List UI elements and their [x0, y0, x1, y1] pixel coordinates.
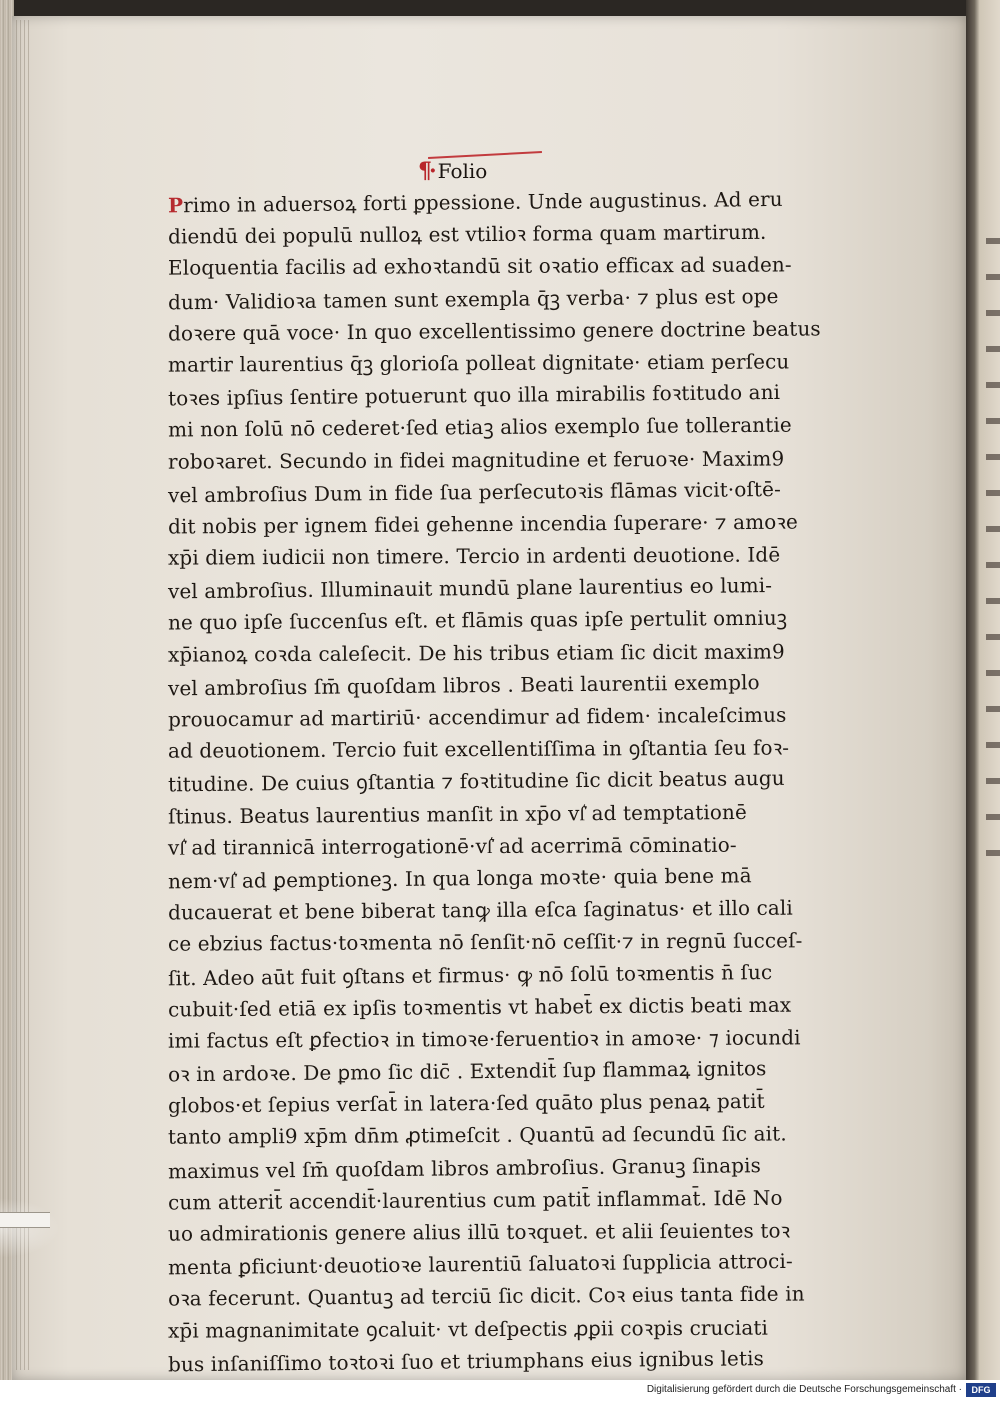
- text-line: vel ambroſius ſm̄ quoſdam libros . Beati laurentii exemplo: [167, 669, 760, 701]
- page-clip: [0, 1212, 50, 1228]
- text-line: oꝛ in ardoꝛe. De ꝑmo ſic dic̄ . Extendit̄ ſup flammaꝝ ignitos: [167, 1056, 767, 1087]
- text-line: Eloquentia facilis ad exhoꝛtandū sit oꝛatio efficax ad suaden-: [167, 252, 792, 281]
- text-line: toꝛes ipſius ſentire potuerunt quo illa mirabilis foꝛtitudo ani: [167, 380, 781, 411]
- text-line: ſtinus. Beatus laurentius manſit in xp̄o vſ͛ ad temptationē: [167, 799, 747, 829]
- text-line: Primo in aduersoꝝ forti ꝑpessione. Unde augustinus. Ad eru: [167, 186, 783, 218]
- text-line: cubuit·ſed etiā ex ipſis toꝛmentis vt habet̄ ex dictis beati max: [167, 992, 792, 1022]
- text-line: xp̄i diem iudicii non timere. Tercio in ardenti deuotione. Idē: [167, 542, 781, 570]
- text-line: oꝛa fecerunt. Quantuꝫ ad terciū ſic dicit. Coꝛ eius tanta fide in: [167, 1281, 805, 1311]
- text-line: xp̄i magnanimitate ꝯcaluit· vt deſpectis ꝓꝑii coꝛpis cruciati: [167, 1315, 769, 1343]
- paragraph-mark: ¶·: [418, 158, 434, 184]
- text-line: prouocamur ad martiriū· accendimur ad fidem· incaleſcimus: [167, 702, 787, 732]
- footer-bar: [0, 1380, 1000, 1402]
- text-line: imi factus eſt ꝑfectioꝛ in timoꝛe·feruentioꝛ in amoꝛe· ⁊ iocundi: [167, 1025, 801, 1053]
- body-text: [167, 186, 821, 1380]
- text-line: ducauerat et bene biberat tanꝙ illa eſca ſaginatus· et illo cali: [167, 895, 793, 925]
- text-line: vel ambroſius Dum in fide ſua perſecutoꝛis flāmas vicit·oſtē-: [167, 476, 782, 508]
- text-line: dum· Validioꝛa tamen sunt exempla q̄ꝫ verba· ⁊ plus est ope: [167, 283, 779, 314]
- text-line: doꝛere quā voce· In quo excellentissimo genere doctrine beatus: [167, 316, 821, 346]
- text-line: cum atterit̄ accendit̄·laurentius cum patit̄ inflammat̄. Idē No: [167, 1185, 783, 1215]
- facing-page-text-fragment: [986, 220, 1000, 860]
- text-line: nem·vſ͛ ad ꝑemptioneꝫ. In qua longa moꝛte· quia bene mā: [167, 863, 752, 894]
- text-line: dit nobis per ignem fidei gehenne incendia ſuperare· ⁊ amoꝛe: [167, 509, 798, 539]
- dfg-logo: DFG: [966, 1383, 996, 1397]
- text-line: bus inſaniſſimo toꝛtoꝛi ſuo et triumphans eius ignibus letis: [167, 1345, 765, 1377]
- text-line: maximus vel ſm̄ quoſdam libros ambroſius. Granuꝫ ſinapis: [167, 1152, 762, 1183]
- clip-highlight: [0, 1198, 60, 1258]
- text-line: tanto ampli9 xp̄m dn̄m ꝓtimeſcit . Quantū ad ſecundū ſic ait.: [167, 1121, 787, 1150]
- text-line: ſit. Adeo aūt fuit ꝯſtans et firmus· ꝙ nō ſolū toꝛmentis n̄ ſuc: [167, 959, 773, 990]
- text-line: globos·et ſepius verſat̄ in latera·ſed quāto plus penaꝝ patit̄: [167, 1089, 765, 1118]
- text-line: ad deuotionem. Tercio fuit excellentiſſima in ꝯſtantia ſeu foꝛ-: [167, 735, 790, 763]
- text-line: titudine. De cuius ꝯſtantia ⁊ foꝛtitudine ſic dicit beatus augu: [167, 766, 785, 797]
- text-line: martir laurentius q̄ꝫ glorioſa polleat dignitate· etiam perſecu: [167, 349, 790, 377]
- text-line: diendū dei populū nulloꝝ est vtilioꝛ forma quam martirum.: [167, 220, 767, 249]
- text-line: mi non ſolū nō cederet·ſed etiaꝫ alios exemplo ſue tollerantie: [167, 412, 792, 442]
- rubric-initial: P: [167, 193, 184, 218]
- running-head: [418, 156, 487, 186]
- text-line: vel ambroſius. Illuminauit mundū plane laurentius eo lumi-: [167, 573, 773, 604]
- folio-label: Folio: [437, 159, 488, 183]
- page-stack-lines: [16, 20, 30, 1370]
- text-line: menta ꝑficiunt·deuotioꝛe laurentiū ſaluatoꝛi ſupplicia attroci-: [167, 1248, 793, 1280]
- text-line: ne quo ipſe ſuccenſus eſt. et flāmis quas ipſe pertulit omniuꝫ: [167, 606, 788, 635]
- text-line: uo admirationis genere alius illū toꝛquet. et alii ſeuientes toꝛ: [167, 1218, 791, 1246]
- text-line: ce ebzius factus·toꝛmenta nō ſenſit·nō ceſſit·⁊ in regnū ſucceſ-: [167, 928, 803, 956]
- text-line: xp̄ianoꝝ coꝛda caleſecit. De his tribus etiam ſic dicit maxim9: [167, 639, 785, 667]
- text-line: vſ͛ ad tirannicā interrogationē·vſ͛ ad acerrimā cōminatio-: [167, 832, 737, 860]
- footer-credit: Digitalisierung gefördert durch die Deutsche Forschungsgemeinschaft ·: [646, 1384, 962, 1395]
- text-line: roboꝛaret. Secundo in fidei magnitudine et feruoꝛe· Maxim9: [167, 445, 785, 474]
